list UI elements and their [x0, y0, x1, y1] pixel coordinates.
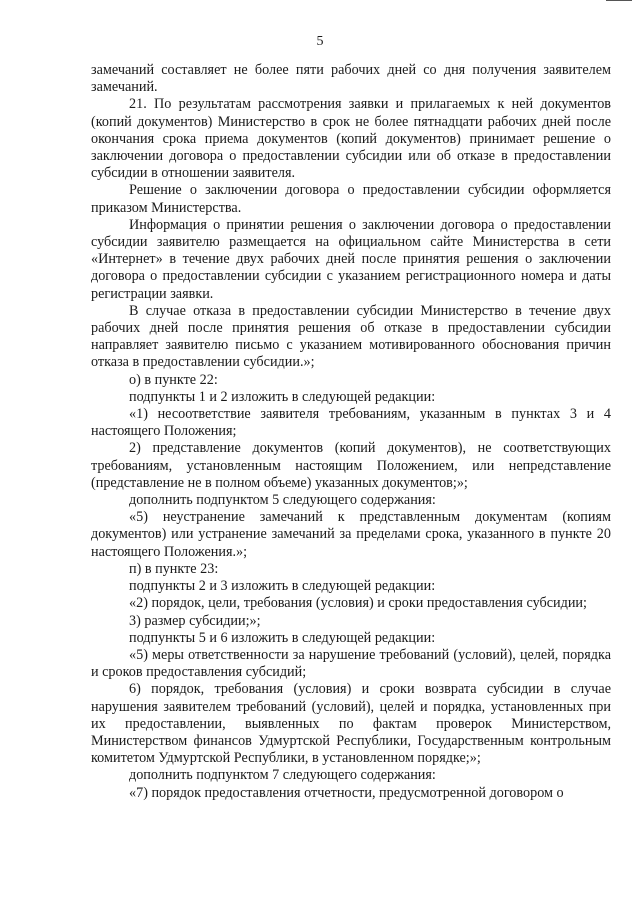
paragraph: замечаний составляет не более пяти рабочих дней со дня получения заявителем замечаний. [91, 62, 611, 96]
paragraph: 3) размер субсидии;»; [129, 612, 261, 629]
paragraph: «2) порядок, цели, требования (условия) и сроки предоставления субсидии; [129, 595, 587, 612]
paragraph: дополнить подпунктом 5 следующего содержания: [129, 492, 436, 509]
paragraph: «1) несоответствие заявителя требованиям, указанным в пунктах 3 и 4 настоящего Положения; [91, 406, 611, 440]
paragraph: Информация о принятии решения о заключении договора о предоставлении субсидии заявителю размещается на официальном сайте Министерства в сети «Интернет» в течение двух рабочих дней после принятия решения о заключении договора о предоставлении субсидии с указанием регистрационного номера и даты регистрации заявки. [91, 216, 611, 302]
paragraph: дополнить подпунктом 7 следующего содержания: [129, 767, 436, 784]
paragraph: 2) представление документов (копий документов), не соответствующих требованиям, установленным настоящим Положением, или непредставление (представление не в полном объеме) указанных документов;»; [91, 440, 611, 491]
paragraph: 21. По результатам рассмотрения заявки и прилагаемых к ней документов (копий документов) Министерство в срок не более пятнадцати рабочих дней после окончания срока приема документов (копий документов) принимает решение о заключении договора о предоставлении субсидии или об отказе в предоставлении субсидии в отношении заявителя. [91, 96, 611, 182]
paragraph: подпункты 5 и 6 изложить в следующей редакции: [129, 629, 436, 646]
paragraph: подпункты 2 и 3 изложить в следующей редакции: [129, 578, 436, 595]
paragraph: «7) порядок предоставления отчетности, предусмотренной договором о [129, 784, 564, 801]
paragraph: В случае отказа в предоставлении субсидии Министерство в течение двух рабочих дней после принятия решения об отказе в предоставлении субсидии направляет заявителю письмо с указанием мотивированного обоснования причин отказа в предоставлении субсидии.»; [91, 302, 611, 371]
document-body [91, 62, 611, 802]
page-number: 5 [316, 34, 324, 49]
corner-mark [606, 0, 632, 1]
paragraph: подпункты 1 и 2 изложить в следующей редакции: [129, 388, 436, 405]
paragraph: 6) порядок, требования (условия) и сроки возврата субсидии в случае нарушения заявителем требований (условий), целей и порядка, установленных при их предоставлении, выявленных по фактам проверок Министерством, Министерством финансов Удмуртской Республики, Государственным контрольным комитетом Удмуртской Республики, в установленном порядке;»; [91, 681, 611, 767]
paragraph: о) в пункте 22: [129, 371, 218, 388]
paragraph: «5) меры ответственности за нарушение требований (условий), целей, порядка и сроков предоставления субсидий; [91, 646, 611, 681]
paragraph: п) в пункте 23: [129, 560, 219, 577]
paragraph: Решение о заключении договора о предоставлении субсидии оформляется приказом Министерства. [91, 182, 611, 216]
paragraph: «5) неустранение замечаний к представленным документам (копиям документов) или устранение замечаний за пределами срока, указанного в пункте 20 настоящего Положения.»; [91, 509, 611, 560]
